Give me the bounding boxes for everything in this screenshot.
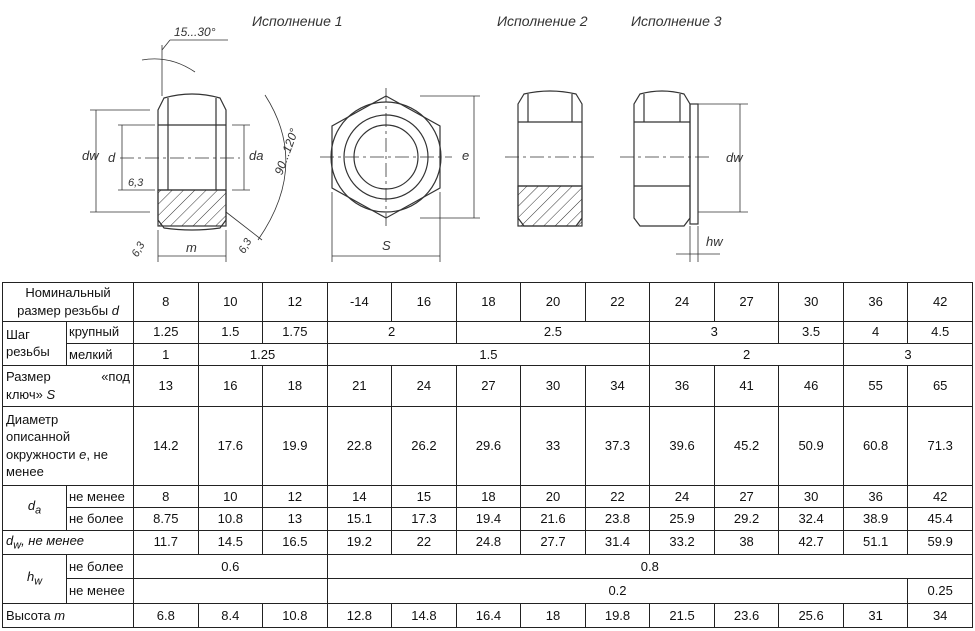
nut-drawings — [0, 0, 975, 282]
cell-value: 23.6 — [714, 603, 779, 627]
cell-value: 0.2 — [327, 579, 908, 603]
cell-value: 19.2 — [327, 530, 392, 554]
cell-value: 13 — [134, 366, 199, 407]
cell-value: 33 — [521, 406, 586, 485]
cell-value: 8 — [134, 485, 199, 507]
cell-value: 2 — [650, 343, 844, 365]
cell-value: 20 — [521, 485, 586, 507]
cell-value: 4 — [843, 321, 908, 343]
label-circumscribed-diameter — [3, 406, 134, 485]
cell-value: 21.5 — [650, 603, 715, 627]
cell-value: 24.8 — [456, 530, 521, 554]
label-sub: w — [13, 539, 22, 552]
label-text: окружности — [6, 446, 80, 462]
cell-value: 19.4 — [456, 508, 521, 530]
cell-value: 18 — [263, 366, 328, 407]
cell-value: 1.5 — [198, 321, 263, 343]
roughness-label-2: 6,3 — [129, 239, 148, 260]
cell-value: 14 — [327, 485, 392, 507]
cell-value: 16 — [198, 366, 263, 407]
cell-value: 26.2 — [392, 406, 457, 485]
row-circumscribed-diameter — [3, 406, 973, 485]
cell-value: 38 — [714, 530, 779, 554]
cell-value: 25.9 — [650, 508, 715, 530]
label-var: h — [26, 569, 35, 585]
label-text: менее — [6, 464, 44, 480]
version-1-top-view — [320, 88, 480, 262]
cell-value: 8 — [134, 283, 199, 322]
caption-version-2: Исполнение 2 — [497, 13, 588, 29]
row-da-max — [3, 508, 973, 530]
cell-value: 18 — [521, 603, 586, 627]
cell-value: 14.5 — [198, 530, 263, 554]
label-sub: a — [35, 504, 42, 517]
cell-value: 15 — [392, 485, 457, 507]
dim-m-label: m — [186, 240, 197, 255]
label-pitch: Шаг резьбы — [3, 321, 67, 366]
cell-value: 1 — [134, 343, 199, 365]
dim-e-label: e — [462, 148, 470, 163]
label-hw-max: не более — [67, 554, 134, 578]
label-pitch-fine: мелкий — [67, 343, 134, 365]
dim-dw-label-v3: dw — [726, 150, 743, 165]
cell-value: 42.7 — [779, 530, 844, 554]
cell-value: 17.6 — [198, 406, 263, 485]
label-text: ключ» — [6, 386, 47, 402]
cell-value: 18 — [456, 283, 521, 322]
cell-value: 18 — [456, 485, 521, 507]
label-da-max: не более — [67, 508, 134, 530]
cell-value: 1.25 — [134, 321, 199, 343]
label-hw — [3, 554, 67, 603]
cell-value: 3 — [843, 343, 972, 365]
cell-value: 30 — [521, 366, 586, 407]
cell-value: 29.6 — [456, 406, 521, 485]
cell-value: 13 — [263, 508, 328, 530]
cell-value: 16.5 — [263, 530, 328, 554]
row-dw — [3, 530, 973, 554]
label-var: d — [111, 302, 119, 318]
cell-value: 34 — [585, 366, 650, 407]
cell-value: 27.7 — [521, 530, 586, 554]
cell-value: 3 — [650, 321, 779, 343]
cell-value: 32.4 — [779, 508, 844, 530]
cell-value: 12 — [263, 283, 328, 322]
cell-value: 3.5 — [779, 321, 844, 343]
version-2-section-view — [505, 91, 595, 226]
angle-bearing-label: 90...120° — [271, 126, 302, 177]
row-da-min — [3, 485, 973, 507]
cell-value: 21 — [327, 366, 392, 407]
cell-value: 4.5 — [908, 321, 973, 343]
label-text: описанной — [6, 429, 71, 445]
label-var: S — [46, 386, 56, 402]
cell-value: 41 — [714, 366, 779, 407]
label-sub: w — [34, 575, 43, 588]
cell-value: 17.3 — [392, 508, 457, 530]
label-da-min: не менее — [67, 485, 134, 507]
roughness-label-3: 6,3 — [236, 236, 255, 256]
label-var: d — [6, 532, 14, 548]
cell-value: 22 — [585, 283, 650, 322]
dim-hw-label: hw — [706, 234, 723, 249]
row-nominal-size — [3, 283, 973, 322]
cell-value: 42 — [908, 283, 973, 322]
row-pitch-fine — [3, 343, 973, 365]
label-text: Высота — [6, 607, 55, 623]
cell-value: 24 — [650, 283, 715, 322]
row-pitch-coarse — [3, 321, 973, 343]
cell-value: 0.25 — [908, 579, 973, 603]
cell-value: 1.5 — [327, 343, 650, 365]
cell-value: 20 — [521, 283, 586, 322]
cell-value: 33.2 — [650, 530, 715, 554]
cell-value: 34 — [908, 603, 973, 627]
cell-value: 36 — [843, 485, 908, 507]
cell-value: 55 — [843, 366, 908, 407]
cell-value: 36 — [843, 283, 908, 322]
cell-value: 27 — [714, 283, 779, 322]
cell-value: 6.8 — [134, 603, 199, 627]
cell-value: -14 — [327, 283, 392, 322]
row-hw-max — [3, 554, 973, 578]
label-text: «под — [101, 369, 131, 385]
cell-value: 36 — [650, 366, 715, 407]
label-text: Диаметр — [6, 411, 59, 427]
label-text: Размер — [6, 369, 51, 385]
cell-value: 12.8 — [327, 603, 392, 627]
cell-value: 46 — [779, 366, 844, 407]
cell-value — [134, 579, 328, 603]
nut-dimensions-table — [2, 282, 973, 628]
angle-chamfer-label: 15...30° — [174, 25, 216, 39]
cell-value: 60.8 — [843, 406, 908, 485]
label-pitch-coarse: крупный — [67, 321, 134, 343]
cell-value: 31 — [843, 603, 908, 627]
cell-value: 31.4 — [585, 530, 650, 554]
version-3-section-view — [620, 91, 748, 262]
cell-value: 1.25 — [198, 343, 327, 365]
cell-value: 2.5 — [456, 321, 650, 343]
cell-value: 19.8 — [585, 603, 650, 627]
cell-value: 37.3 — [585, 406, 650, 485]
dim-s-label: S — [382, 238, 391, 253]
cell-value: 10 — [198, 283, 263, 322]
cell-value: 19.9 — [263, 406, 328, 485]
cell-value: 27 — [456, 366, 521, 407]
cell-value: 11.7 — [134, 530, 199, 554]
roughness-label-1: 6,3 — [128, 177, 144, 189]
cell-value: 25.6 — [779, 603, 844, 627]
cell-value: 1.75 — [263, 321, 328, 343]
cell-value: 8.75 — [134, 508, 199, 530]
label-hw-min: не менее — [67, 579, 134, 603]
cell-value: 65 — [908, 366, 973, 407]
cell-value: 45.2 — [714, 406, 779, 485]
cell-value: 10 — [198, 485, 263, 507]
cell-value: 23.8 — [585, 508, 650, 530]
dim-da-label: da — [249, 148, 264, 163]
cell-value: 42 — [908, 485, 973, 507]
cell-value: 45.4 — [908, 508, 973, 530]
cell-value: 14.2 — [134, 406, 199, 485]
caption-version-3: Исполнение 3 — [631, 13, 722, 29]
cell-value: 16.4 — [456, 603, 521, 627]
cell-value: 21.6 — [521, 508, 586, 530]
dim-d-label: d — [108, 150, 116, 165]
label-nominal-size — [3, 283, 134, 322]
cell-value: 24 — [392, 366, 457, 407]
cell-value: 0.6 — [134, 554, 328, 578]
dim-dw-label: dw — [82, 148, 99, 163]
caption-version-1: Исполнение 1 — [252, 13, 343, 29]
label-var: d — [27, 498, 36, 514]
label-wrench-size — [3, 366, 134, 407]
row-height-m — [3, 603, 973, 627]
cell-value: 10.8 — [263, 603, 328, 627]
label-text: размер резьбы — [17, 302, 112, 318]
label-var: m — [54, 607, 66, 623]
cell-value: 8.4 — [198, 603, 263, 627]
cell-value: 22.8 — [327, 406, 392, 485]
cell-value: 38.9 — [843, 508, 908, 530]
cell-value: 22 — [585, 485, 650, 507]
cell-value: 16 — [392, 283, 457, 322]
row-hw-min — [3, 579, 973, 603]
cell-value: 12 — [263, 485, 328, 507]
cell-value: 51.1 — [843, 530, 908, 554]
cell-value: 27 — [714, 485, 779, 507]
cell-value: 24 — [650, 485, 715, 507]
cell-value: 15.1 — [327, 508, 392, 530]
cell-value: 59.9 — [908, 530, 973, 554]
cell-value: 10.8 — [198, 508, 263, 530]
cell-value: 0.8 — [327, 554, 972, 578]
cell-value: 30 — [779, 485, 844, 507]
cell-value: 50.9 — [779, 406, 844, 485]
cell-value: 30 — [779, 283, 844, 322]
cell-value: 2 — [327, 321, 456, 343]
label-text: Номинальный — [25, 285, 111, 301]
cell-value: 14.8 — [392, 603, 457, 627]
cell-value: 71.3 — [908, 406, 973, 485]
label-dw — [3, 530, 134, 554]
cell-value: 39.6 — [650, 406, 715, 485]
label-text: , не менее — [21, 532, 85, 548]
cell-value: 22 — [392, 530, 457, 554]
label-da — [3, 485, 67, 530]
row-wrench-size — [3, 366, 973, 407]
label-var: e — [79, 446, 87, 462]
label-text: , не — [86, 446, 108, 462]
label-height-m — [3, 603, 134, 627]
cell-value: 29.2 — [714, 508, 779, 530]
